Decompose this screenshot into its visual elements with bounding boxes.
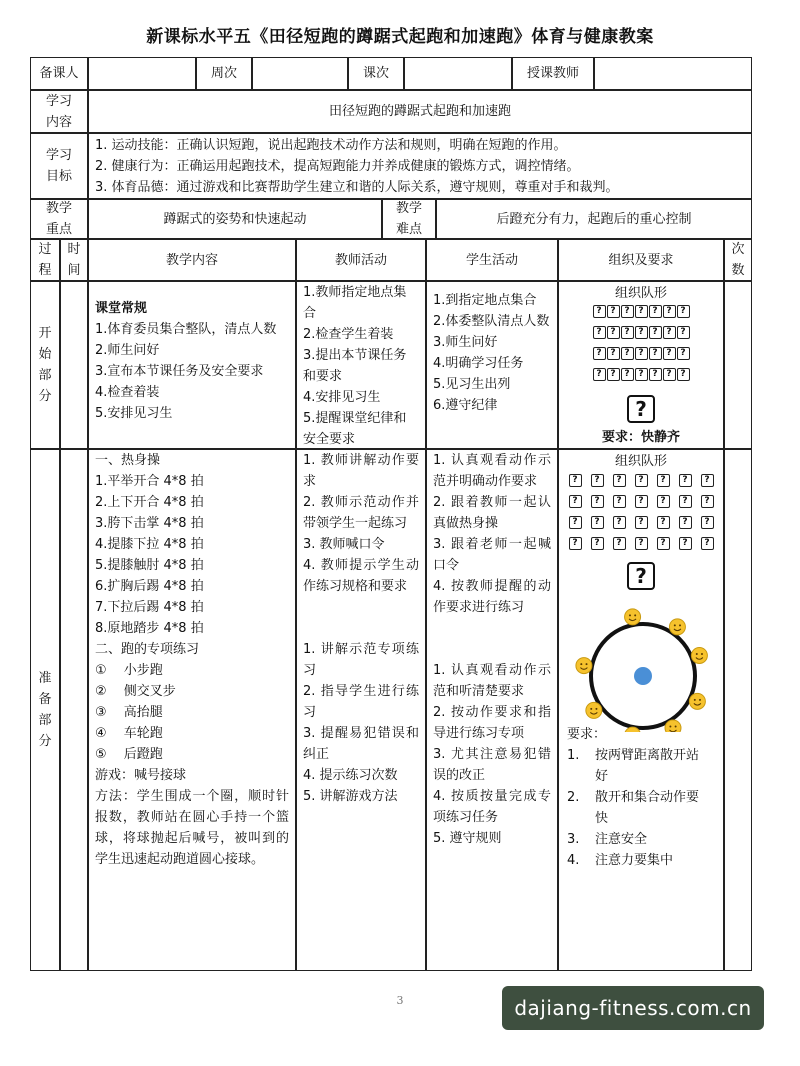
session-value[interactable] — [404, 57, 512, 90]
student-item: 2. 按动作要求和指导进行练习专项 — [433, 705, 551, 741]
prep-requirements — [559, 724, 723, 871]
content-item: 2.上下开合 4*8 拍 — [95, 495, 204, 510]
teacher-item: 4. 提示练习次数 — [303, 768, 398, 783]
student-formation-grid — [559, 474, 723, 550]
circle-game-diagram — [559, 592, 719, 732]
content-item: 3.胯下击掌 4*8 拍 — [95, 516, 204, 531]
content-item: 1.平举开合 4*8 拍 — [95, 474, 204, 489]
student-marker-icon: ? — [591, 495, 604, 508]
req-number: 4. — [567, 853, 580, 868]
student-marker-icon: ? — [677, 368, 690, 381]
student-marker-icon: ? — [607, 347, 620, 360]
prep-student — [426, 449, 558, 971]
student-item: 1. 认真观看动作示范和听清楚要求 — [433, 663, 551, 699]
student-marker-icon: ? — [607, 326, 620, 339]
student-marker-icon: ? — [701, 516, 714, 529]
difficulty-label: 教学 难点 — [382, 199, 436, 239]
prep-teacher — [296, 449, 426, 971]
student-marker-icon: ? — [701, 495, 714, 508]
student-marker-icon: ? — [679, 516, 692, 529]
student-marker-icon: ? — [657, 516, 670, 529]
student-marker-icon: ? — [635, 347, 648, 360]
col-count: 次 数 — [724, 239, 752, 281]
content-item: 游戏：喊号接球 — [95, 768, 187, 783]
content-item: 1.体育委员集合整队，清点人数 — [95, 322, 277, 337]
start-stage-label: 开 始 部 分 — [30, 281, 60, 449]
week-label: 周次 — [196, 57, 252, 90]
basketball-icon — [634, 667, 652, 685]
col-content: 教学内容 — [88, 239, 296, 281]
smiley-student-icon — [669, 619, 685, 635]
student-marker-icon: ? — [701, 537, 714, 550]
student-marker-icon: ? — [569, 474, 582, 487]
teacher-item: 2. 教师示范动作并带领学生一起练习 — [303, 495, 419, 531]
content-item: 4.提膝下拉 4*8 拍 — [95, 537, 204, 552]
learning-content-label: 学习 内容 — [30, 90, 88, 133]
content-item: 3.宣布本节课任务及安全要求 — [95, 364, 264, 379]
student-marker-icon: ? — [569, 537, 582, 550]
page-number: 3 — [396, 994, 404, 1007]
student-marker-icon: ? — [613, 474, 626, 487]
student-marker-icon: ? — [621, 347, 634, 360]
content-item: 5.安排见习生 — [95, 406, 173, 421]
col-time: 时 间 — [60, 239, 88, 281]
prep-content — [88, 449, 296, 971]
student-marker-icon: ? — [677, 347, 690, 360]
prep-count — [724, 449, 752, 971]
goal-item: 1. 运动技能：正确认识短跑，说出起跑技术动作方法和规则，明确在短跑的作用。 — [95, 138, 567, 153]
student-marker-icon: ? — [635, 474, 648, 487]
student-marker-icon: ? — [635, 326, 648, 339]
content-item: 一、热身操 — [95, 453, 161, 468]
student-marker-icon: ? — [635, 537, 648, 550]
content-item: ⑤ 后蹬跑 — [95, 747, 163, 762]
student-formation-grid — [559, 305, 723, 381]
student-item: 2.体委整队清点人数 — [433, 314, 550, 329]
learning-goals-list — [88, 133, 752, 199]
student-item: 4.明确学习任务 — [433, 356, 524, 371]
teacher-label: 授课教师 — [512, 57, 594, 90]
teacher-marker-icon: ? — [627, 562, 655, 590]
student-marker-icon: ? — [593, 305, 606, 318]
student-item: 4. 按教师提醒的动作要求进行练习 — [433, 579, 551, 615]
content-item: 8.原地踏步 4*8 拍 — [95, 621, 204, 636]
watermark: dajiang-fitness.com.cn — [502, 986, 764, 1030]
content-item: 方法：学生围成一个圈，顺时针报数，教师站在圆心手持一个篮球，将球抛起后喊号，被叫到的学生迅速起动跑道圆心接球。 — [95, 789, 289, 867]
teacher-item: 2.检查学生着装 — [303, 327, 394, 342]
smiley-student-icon — [689, 693, 705, 709]
requirements-label: 要求： — [567, 727, 607, 742]
student-marker-icon: ? — [657, 537, 670, 550]
goal-item: 3. 体育品德：通过游戏和比赛帮助学生建立和谐的人际关系，遵守规则，尊重对手和裁判。 — [95, 180, 619, 195]
student-marker-icon: ? — [649, 326, 662, 339]
student-marker-icon: ? — [593, 347, 606, 360]
student-item: 3.师生问好 — [433, 335, 498, 350]
student-marker-icon: ? — [649, 347, 662, 360]
content-item: 7.下拉后踢 4*8 拍 — [95, 600, 204, 615]
content-item: 5.提膝触肘 4*8 拍 — [95, 558, 204, 573]
smiley-student-icon — [576, 658, 592, 674]
smiley-student-icon — [691, 647, 707, 663]
student-marker-icon: ? — [679, 495, 692, 508]
start-requirement: 要求：快静齐 — [601, 430, 680, 445]
student-marker-icon: ? — [701, 474, 714, 487]
col-process: 过 程 — [30, 239, 60, 281]
preparer-label: 备课人 — [30, 57, 88, 90]
teacher-item: 3. 教师喊口令 — [303, 537, 385, 552]
student-item: 6.遵守纪律 — [433, 398, 498, 413]
content-item: 二、跑的专项练习 — [95, 642, 200, 657]
prep-stage-label: 准 备 部 分 — [30, 449, 60, 971]
student-marker-icon: ? — [635, 305, 648, 318]
difficulty-value: 后蹬充分有力，起跑后的重心控制 — [436, 199, 752, 239]
start-content — [88, 281, 296, 449]
teacher-item: 2. 指导学生进行练习 — [303, 684, 419, 720]
lesson-plan-table — [30, 57, 752, 971]
student-marker-icon: ? — [569, 516, 582, 529]
prep-time — [60, 449, 88, 971]
teacher-item: 4.安排见习生 — [303, 390, 381, 405]
routine-heading: 课堂常规 — [95, 301, 148, 316]
content-item: 2.师生问好 — [95, 343, 160, 358]
teacher-item: 3. 提醒易犯错误和纠正 — [303, 726, 419, 762]
student-marker-icon: ? — [591, 537, 604, 550]
student-marker-icon: ? — [663, 347, 676, 360]
student-marker-icon: ? — [635, 495, 648, 508]
content-item: ② 侧交叉步 — [95, 684, 176, 699]
goal-item: 2. 健康行为：正确运用起跑技术，提高短跑能力并养成健康的锻炼方式，调控情绪。 — [95, 159, 580, 174]
student-marker-icon: ? — [657, 495, 670, 508]
smiley-student-icon — [665, 720, 681, 732]
student-marker-icon: ? — [593, 326, 606, 339]
content-item: 4.检查着装 — [95, 385, 160, 400]
teacher-item: 5. 讲解游戏方法 — [303, 789, 398, 804]
req-number: 3. — [567, 832, 580, 847]
teacher-item: 1. 讲解示范专项练习 — [303, 642, 419, 678]
teacher-value[interactable] — [594, 57, 752, 90]
student-marker-icon: ? — [649, 368, 662, 381]
student-marker-icon: ? — [593, 368, 606, 381]
student-marker-icon: ? — [621, 326, 634, 339]
student-marker-icon: ? — [613, 516, 626, 529]
student-marker-icon: ? — [663, 326, 676, 339]
smiley-student-icon — [625, 609, 641, 625]
student-item: 1.到指定地点集合 — [433, 293, 537, 308]
key-points-value: 蹲踞式的姿势和快速起动 — [88, 199, 382, 239]
content-item: 6.扩胸后踢 4*8 拍 — [95, 579, 204, 594]
start-organization — [558, 281, 724, 449]
preparer-value[interactable] — [88, 57, 196, 90]
req-text: 注意力要集中 — [595, 853, 674, 868]
content-item: ① 小步跑 — [95, 663, 163, 678]
start-time — [60, 281, 88, 449]
student-marker-icon: ? — [613, 495, 626, 508]
student-marker-icon: ? — [677, 326, 690, 339]
session-label: 课次 — [348, 57, 404, 90]
student-item: 1. 认真观看动作示范并明确动作要求 — [433, 453, 551, 489]
student-item: 3. 尤其注意易犯错误的改正 — [433, 747, 551, 783]
content-item: ③ 高抬腿 — [95, 705, 163, 720]
page-title: 新课标水平五《田径短跑的蹲踞式起跑和加速跑》体育与健康教案 — [146, 27, 654, 47]
teacher-marker-icon: ? — [627, 395, 655, 423]
teacher-item: 5.提醒课堂纪律和安全要求 — [303, 411, 407, 447]
student-item: 4. 按质按量完成专项练习任务 — [433, 789, 551, 825]
student-marker-icon: ? — [635, 516, 648, 529]
col-organization: 组织及要求 — [558, 239, 724, 281]
req-text: 注意安全 — [595, 832, 648, 847]
col-teacher: 教师活动 — [296, 239, 426, 281]
week-value[interactable] — [252, 57, 348, 90]
teacher-item: 4. 教师提示学生动作练习规格和要求 — [303, 558, 419, 594]
smiley-student-icon — [586, 702, 602, 718]
student-marker-icon: ? — [677, 305, 690, 318]
teacher-item: 3.提出本节课任务和要求 — [303, 348, 407, 384]
req-number: 1. — [567, 748, 580, 763]
learning-content-value: 田径短跑的蹲踞式起跑和加速跑 — [88, 90, 752, 133]
student-marker-icon: ? — [569, 495, 582, 508]
learning-goals-label: 学习 目标 — [30, 133, 88, 199]
student-marker-icon: ? — [591, 516, 604, 529]
student-marker-icon: ? — [607, 305, 620, 318]
student-marker-icon: ? — [657, 474, 670, 487]
student-marker-icon: ? — [591, 474, 604, 487]
formation-title: 组织队形 — [614, 286, 667, 301]
student-marker-icon: ? — [607, 368, 620, 381]
start-student — [426, 281, 558, 449]
content-item: ④ 车轮跑 — [95, 726, 163, 741]
student-item: 5.见习生出列 — [433, 377, 511, 392]
req-text: 散开和集合动作要快 — [595, 790, 700, 826]
teacher-item: 1.教师指定地点集合 — [303, 285, 407, 321]
req-text: 按两臂距离散开站好 — [595, 748, 700, 784]
student-marker-icon: ? — [679, 474, 692, 487]
student-marker-icon: ? — [663, 305, 676, 318]
start-teacher — [296, 281, 426, 449]
teacher-item: 1. 教师讲解动作要求 — [303, 453, 419, 489]
start-count — [724, 281, 752, 449]
student-marker-icon: ? — [621, 368, 634, 381]
key-points-label: 教学 重点 — [30, 199, 88, 239]
student-marker-icon: ? — [613, 537, 626, 550]
student-marker-icon: ? — [621, 305, 634, 318]
student-marker-icon: ? — [663, 368, 676, 381]
student-item: 3. 跟着老师一起喊口令 — [433, 537, 551, 573]
req-number: 2. — [567, 790, 580, 805]
student-marker-icon: ? — [635, 368, 648, 381]
prep-organization — [558, 449, 724, 971]
formation-title: 组织队形 — [614, 454, 667, 469]
student-marker-icon: ? — [679, 537, 692, 550]
student-marker-icon: ? — [649, 305, 662, 318]
student-item: 2. 跟着教师一起认真做热身操 — [433, 495, 551, 531]
student-item: 5. 遵守规则 — [433, 831, 502, 846]
col-student: 学生活动 — [426, 239, 558, 281]
